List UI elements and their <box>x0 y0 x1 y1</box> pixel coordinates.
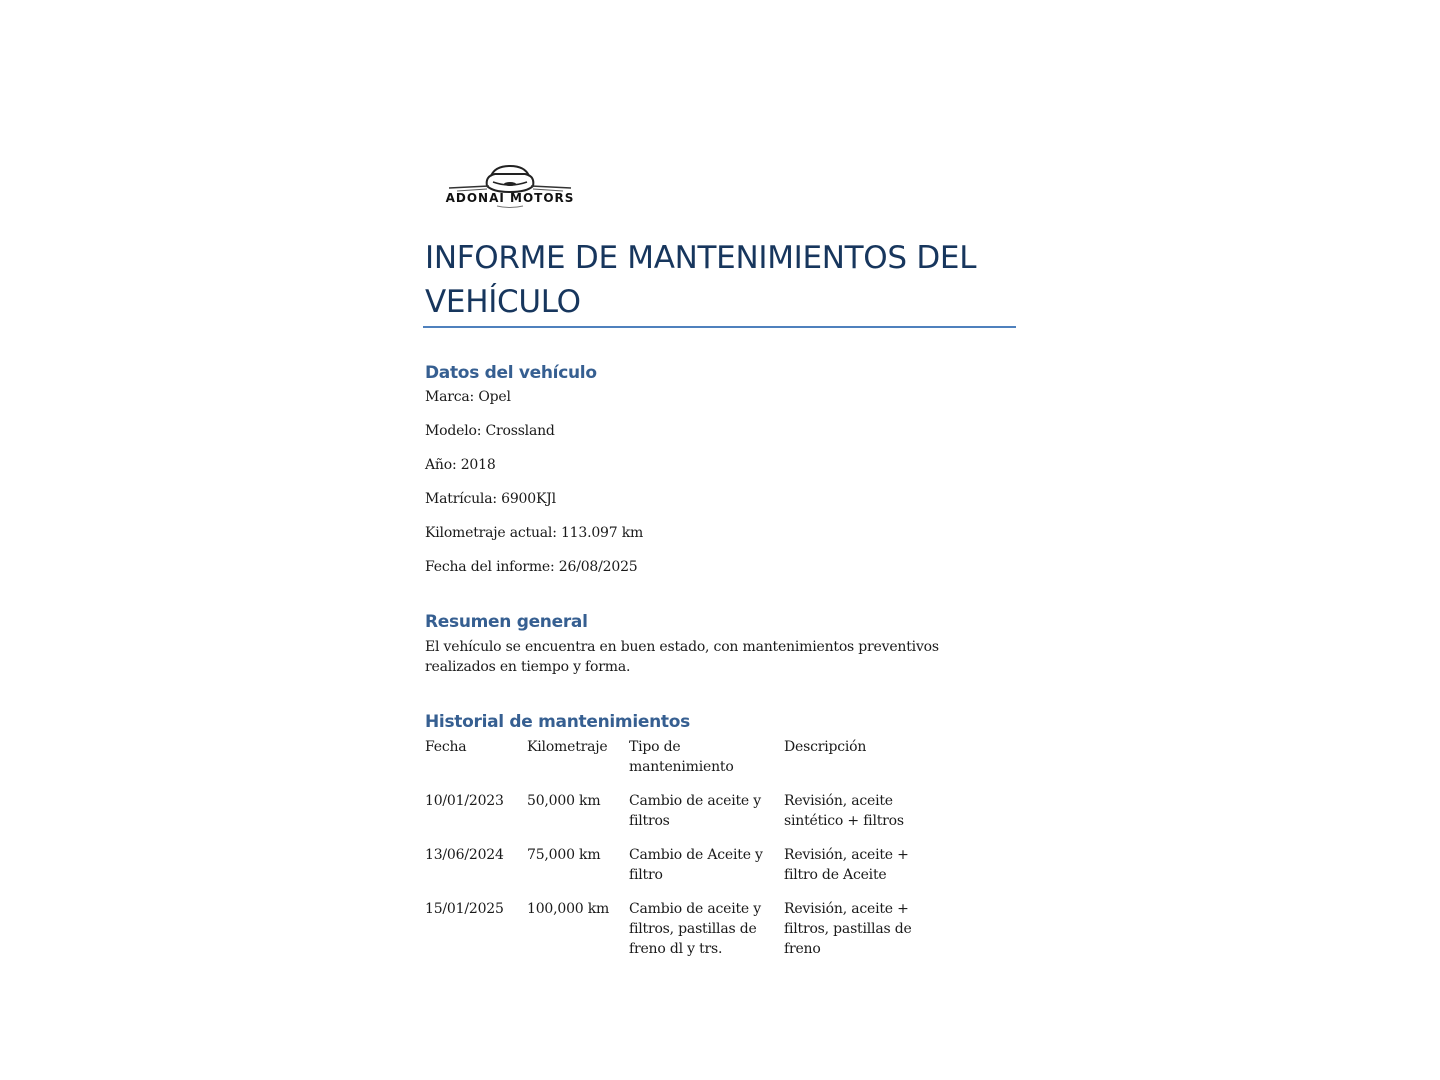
cell-mileage: 50,000 km <box>527 793 601 809</box>
vehicle-model: Modelo: Crossland <box>425 423 555 439</box>
title-divider <box>423 326 1016 328</box>
vehicle-mileage: Kilometraje actual: 113.097 km <box>425 525 644 541</box>
cell-type: Cambio de aceite y filtros, pastillas de freno dl y trs. <box>629 901 761 957</box>
car-logo-icon <box>429 162 591 210</box>
cell-mileage: 100,000 km <box>527 901 610 917</box>
column-header-description: Descripción <box>784 739 867 755</box>
svg-text:ADONAI MOTORS: ADONAI MOTORS <box>445 191 575 205</box>
report-date: Fecha del informe: 26/08/2025 <box>425 559 638 575</box>
table-row <box>425 791 1017 845</box>
cell-date: 10/01/2023 <box>425 793 504 809</box>
history-heading: Historial de mantenimientos <box>425 712 690 732</box>
table-row <box>425 899 1017 973</box>
column-header-date: Fecha <box>425 739 467 755</box>
vehicle-plate: Matrícula: 6900KJl <box>425 491 556 507</box>
column-header-mileage: Kilometraje <box>527 739 608 755</box>
document-title: INFORME DE MANTENIMIENTOS DEL VEHÍCULO <box>425 240 977 320</box>
vehicle-year: Año: 2018 <box>425 457 496 473</box>
cell-description: Revisión, aceite + filtros, pastillas de freno <box>784 901 912 957</box>
cell-type: Cambio de aceite y filtros <box>629 793 761 829</box>
summary-heading: Resumen general <box>425 612 588 632</box>
cell-description: Revisión, aceite sintético + filtros <box>784 793 904 829</box>
table-row <box>425 845 1017 899</box>
maintenance-history-table <box>425 737 1017 973</box>
cell-mileage: 75,000 km <box>527 847 601 863</box>
cell-date: 13/06/2024 <box>425 847 504 863</box>
cell-date: 15/01/2025 <box>425 901 504 917</box>
cell-type: Cambio de Aceite y filtro <box>629 847 763 883</box>
summary-text: El vehículo se encuentra en buen estado, con mantenimientos preventivos realizados en tiempo y forma. <box>425 639 939 675</box>
company-logo <box>429 162 591 210</box>
table-header-row <box>425 737 1017 791</box>
cell-description: Revisión, aceite + filtro de Aceite <box>784 847 909 883</box>
vehicle-data-heading: Datos del vehículo <box>425 363 597 383</box>
vehicle-brand: Marca: Opel <box>425 389 511 405</box>
column-header-type: Tipo de mantenimiento <box>629 739 734 775</box>
